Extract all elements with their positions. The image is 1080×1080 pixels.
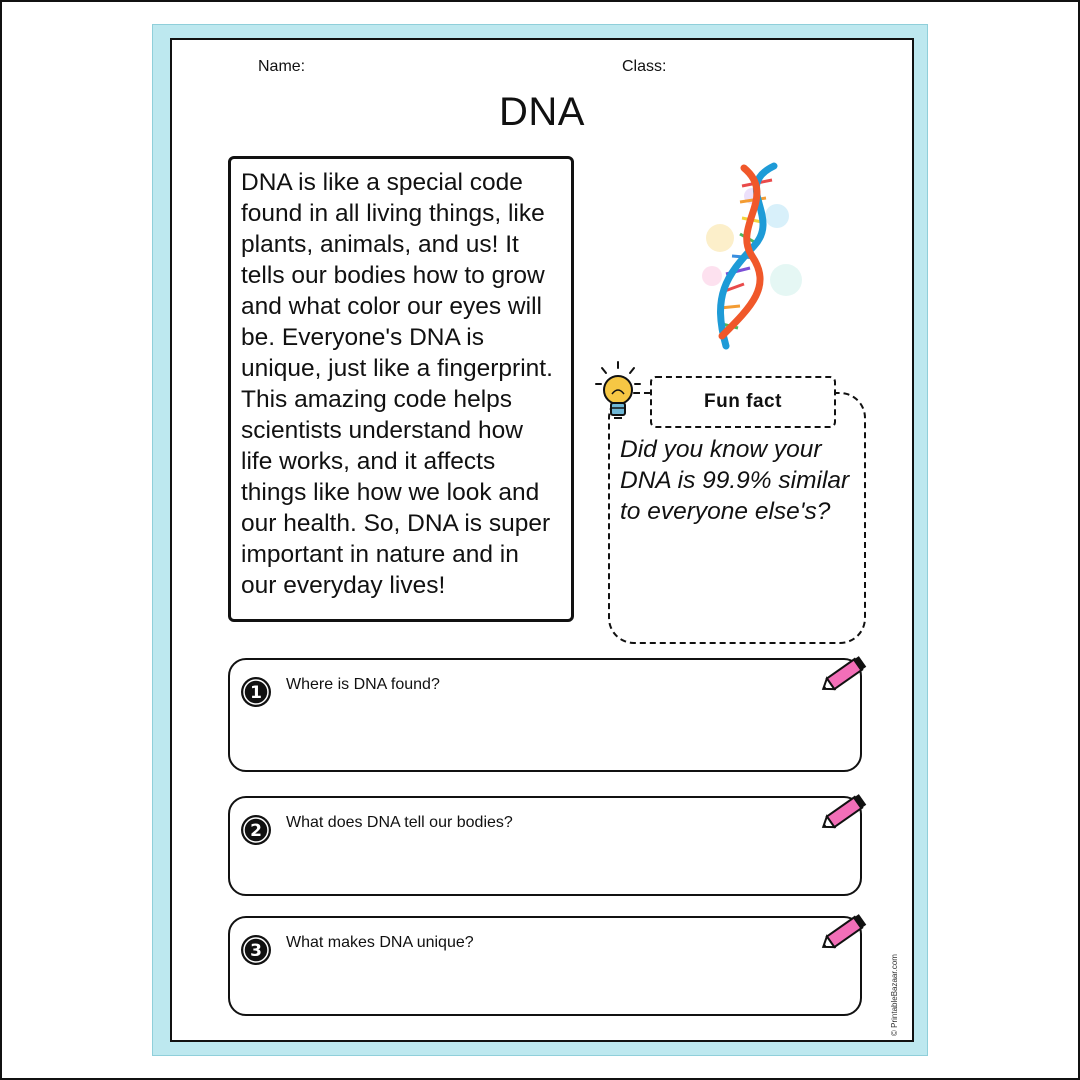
copyright-credit: © PrintableBazaar.com bbox=[890, 954, 899, 1036]
question-text: Where is DNA found? bbox=[286, 676, 440, 693]
pencil-icon bbox=[818, 652, 870, 698]
question-text: What does DNA tell our bodies? bbox=[286, 814, 513, 831]
lightbulb-icon bbox=[594, 360, 646, 422]
name-label: Name: bbox=[258, 58, 306, 75]
worksheet bbox=[170, 38, 914, 1042]
pencil-icon bbox=[818, 910, 870, 956]
question-1-answer-box[interactable] bbox=[228, 658, 862, 772]
question-2-answer-box[interactable] bbox=[228, 796, 862, 896]
class-label: Class: bbox=[622, 58, 667, 75]
fun-fact-text: Did you know your DNA is 99.9% similar to everyone else's? bbox=[620, 436, 850, 525]
question-text: What makes DNA unique? bbox=[286, 934, 474, 951]
question-number: 3 bbox=[250, 941, 262, 961]
number-badge-icon bbox=[240, 814, 272, 846]
reading-passage: DNA is like a special code found in all living things, like plants, animals, and us! It tells our bodies how to grow and what color our eyes will be. Everyone's DNA is unique, just like a fingerprint. This amazing code helps scientists understand how life works, and it affects things like how we look and our health. So, DNA is super important in nature and in our everyday lives! bbox=[228, 156, 574, 622]
pencil-icon bbox=[818, 790, 870, 836]
dna-helix-illustration bbox=[682, 156, 812, 356]
question-number: 2 bbox=[250, 821, 262, 841]
number-badge-icon bbox=[240, 676, 272, 708]
fun-fact-heading: Fun fact bbox=[650, 376, 836, 428]
question-number: 1 bbox=[250, 683, 262, 703]
page-title: DNA bbox=[499, 90, 585, 134]
number-badge-icon bbox=[240, 934, 272, 966]
question-3-answer-box[interactable] bbox=[228, 916, 862, 1016]
